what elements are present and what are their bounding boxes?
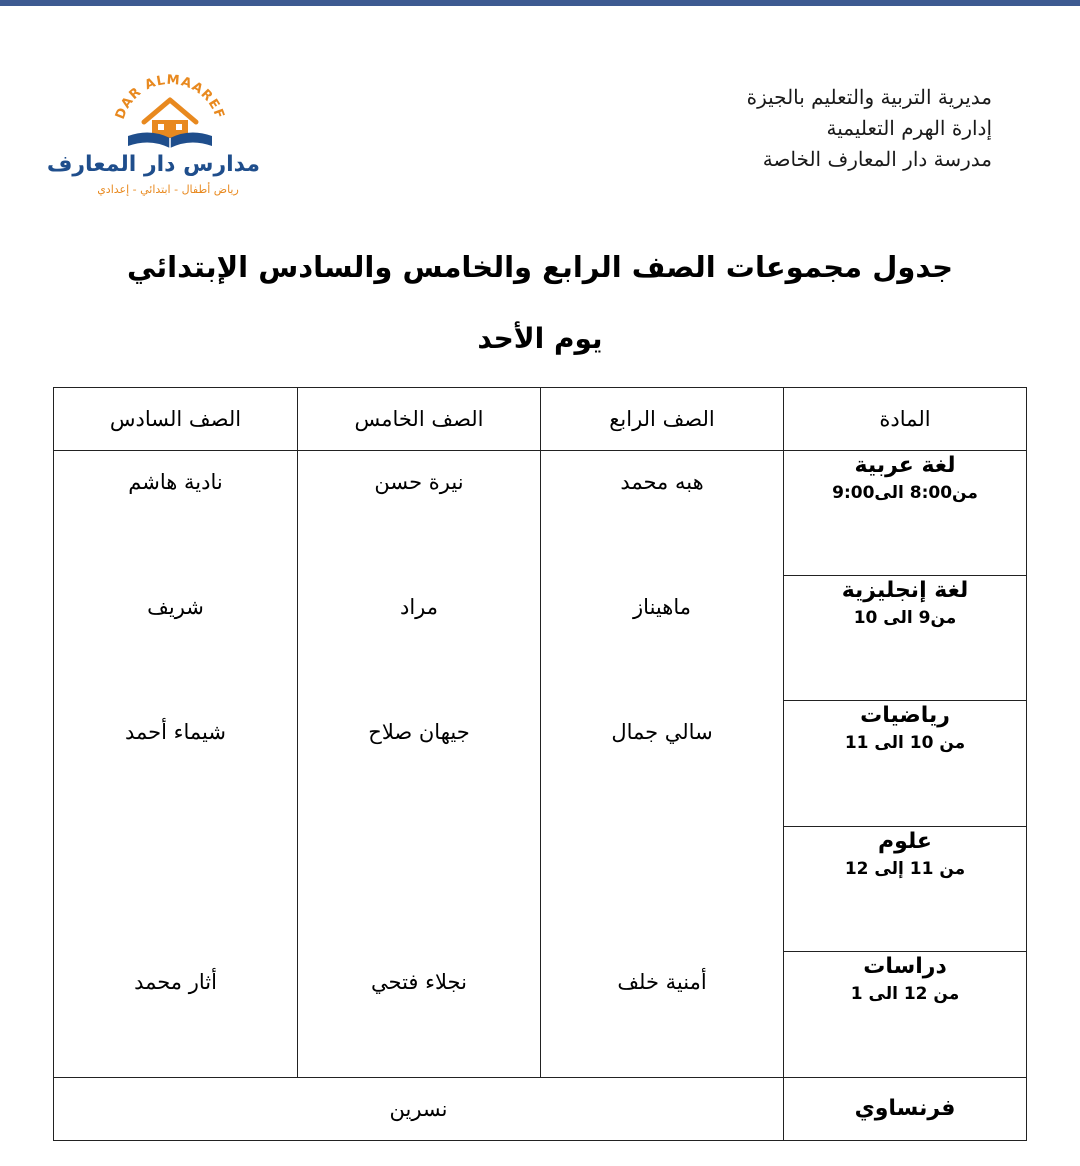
subject-time: من9 الى 10 <box>853 608 957 629</box>
french-row <box>54 1077 1027 1140</box>
subject-name: لغة إنجليزية <box>841 578 969 604</box>
teacher-name: شيماء أحمد <box>124 719 226 744</box>
teacher-name: سالي جمال <box>611 719 713 744</box>
teacher-name: جيهان صلاح <box>368 719 470 744</box>
subject-cell <box>784 826 1027 951</box>
grade4-cell <box>541 951 784 1077</box>
header-grade4: الصف الرابع <box>541 388 784 451</box>
grade6-cell <box>54 576 298 701</box>
subject-cell <box>784 951 1027 1077</box>
subject-time: من8:00 الى9:00 <box>832 483 978 503</box>
day-heading: يوم الأحد <box>477 322 603 355</box>
grade4-cell <box>541 826 784 951</box>
teacher-name: أثار محمد <box>134 970 217 995</box>
grade5-cell <box>298 451 541 576</box>
french-subject: فرنساوي <box>854 1096 956 1122</box>
grade4-cell <box>541 451 784 576</box>
grade5-cell <box>298 576 541 701</box>
header-subject: المادة <box>784 388 1027 451</box>
teacher-name: ماهيناز <box>633 594 691 619</box>
document-title: جدول مجموعات الصف الرابع والخامس والسادس الإبتدائي <box>126 250 954 284</box>
logo-emblem <box>70 70 270 160</box>
grade6-cell <box>54 701 298 826</box>
header-line-school: مدرسة دار المعارف الخاصة <box>762 147 992 171</box>
table-header-row <box>54 388 1027 451</box>
teacher-name: نادية هاشم <box>128 470 223 494</box>
grade4-cell <box>541 701 784 826</box>
teacher-name: نيرة حسن <box>374 470 464 494</box>
grade5-cell <box>298 701 541 826</box>
table-row <box>54 826 1027 951</box>
table-row <box>54 951 1027 1077</box>
grade5-cell <box>298 826 541 951</box>
logo-subtitle: رياض أطفال - ابتدائي - إعدادي <box>97 183 239 196</box>
subject-name: رياضيات <box>860 703 950 729</box>
logo-name: مدارس دار المعارف <box>46 152 260 177</box>
teacher-name: شريف <box>147 594 204 619</box>
french-teacher-cell <box>54 1077 784 1140</box>
school-header <box>747 82 992 175</box>
header-grade6: الصف السادس <box>54 388 298 451</box>
teacher-name: نجلاء فتحي <box>371 970 467 995</box>
table-row <box>54 451 1027 576</box>
svg-text:DAR ALMAAREF <box>113 73 227 122</box>
table-row <box>54 701 1027 826</box>
subject-name: لغة عربية <box>854 453 956 478</box>
grade6-cell <box>54 826 298 951</box>
teacher-name: مراد <box>399 594 439 619</box>
school-logo <box>46 70 270 205</box>
subject-time: من 10 الى 11 <box>844 733 966 754</box>
subject-time: من 11 إلى 12 <box>844 858 966 879</box>
teacher-name: هبه محمد <box>620 470 704 494</box>
top-rule <box>0 0 1080 6</box>
header-line-directorate: مديرية التربية والتعليم بالجيزة <box>746 85 992 109</box>
grade5-cell <box>298 951 541 1077</box>
schedule-table <box>53 387 1027 1141</box>
grade6-cell <box>54 451 298 576</box>
subject-cell <box>784 451 1027 576</box>
subject-cell <box>784 576 1027 701</box>
header-grade5: الصف الخامس <box>298 388 541 451</box>
subject-name: دراسات <box>863 953 947 979</box>
table-row <box>54 576 1027 701</box>
grade4-cell <box>541 576 784 701</box>
subject-cell <box>784 701 1027 826</box>
french-subject-cell <box>784 1077 1027 1140</box>
french-teacher: نسرين <box>389 1096 448 1121</box>
grade6-cell <box>54 951 298 1077</box>
subject-time: من 12 الى 1 <box>850 983 960 1004</box>
logo-arc-text: DAR ALMAAREF <box>112 72 228 122</box>
teacher-name: أمنية خلف <box>617 970 707 995</box>
header-line-administration: إدارة الهرم التعليمية <box>826 116 992 140</box>
subject-name: علوم <box>878 828 932 854</box>
